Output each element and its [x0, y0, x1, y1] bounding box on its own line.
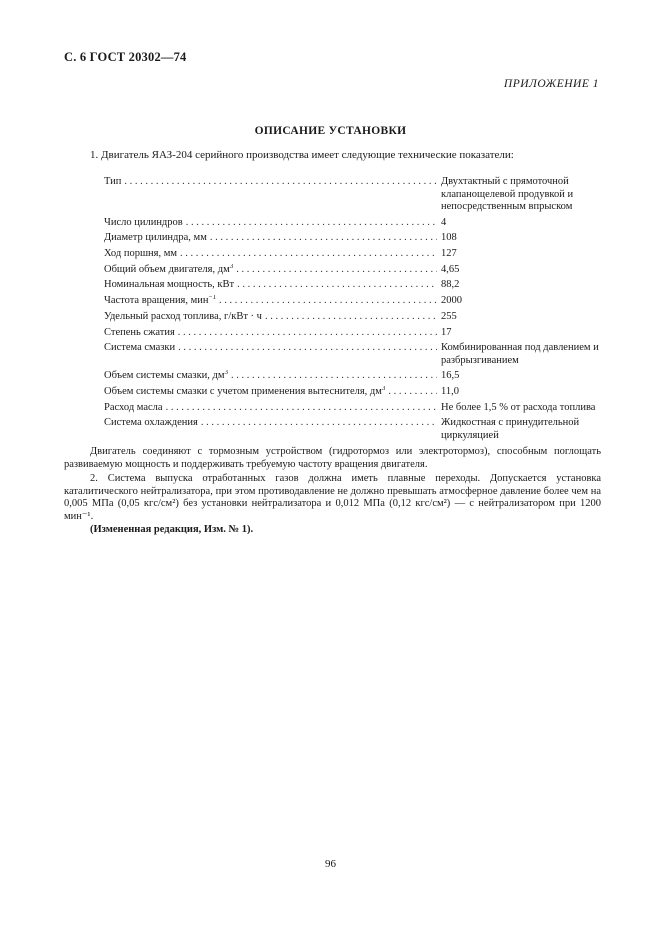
spec-value: 16,5 — [441, 370, 460, 382]
spec-label — [104, 176, 124, 189]
spec-label-text: Номинальная мощность, кВт — [104, 279, 235, 291]
spec-label-text: Расход масла — [104, 401, 163, 413]
leader-dots — [201, 417, 437, 430]
spec-label — [104, 342, 178, 355]
spec-row — [104, 232, 604, 245]
spec-label-text: Объем системы смазки, дм — [104, 370, 225, 382]
spec-label-wrap — [104, 264, 437, 277]
spec-row — [104, 342, 604, 367]
spec-label — [104, 295, 219, 308]
spec-label — [104, 402, 166, 415]
spec-label-text: Объем системы смазки с учетом применения вытеснителя, дм — [104, 386, 382, 398]
spec-label-superscript: 3 — [229, 263, 234, 270]
paragraph-exhaust — [64, 473, 601, 523]
spec-label-text: Удельный расход топлива, г/кВт · ч — [104, 310, 262, 322]
spec-row — [104, 417, 604, 442]
spec-label-wrap — [104, 417, 437, 442]
paragraph-brake-text: Двигатель соединяют с тормозным устройством (гидротормоз или электротормоз), способным поглощать развиваемую мощность и поддерживать требуемую частоту вращения двигателя. — [64, 446, 601, 470]
intro-paragraph: 1. Двигатель ЯАЗ-204 серийного производства имеет следующие технические показатели: — [90, 149, 514, 161]
spec-label — [104, 311, 265, 324]
spec-value: 2000 — [441, 295, 462, 307]
spec-value: 4,65 — [441, 263, 460, 275]
spec-label-text: Число цилиндров — [104, 216, 183, 228]
spec-label-wrap — [104, 327, 437, 340]
spec-row — [104, 248, 604, 261]
spec-label-wrap — [104, 386, 437, 399]
leader-dots — [180, 248, 437, 261]
leader-dots — [265, 311, 437, 324]
spec-label-text: Диаметр цилиндра, мм — [104, 232, 207, 244]
spec-label — [104, 370, 231, 383]
leader-dots — [178, 342, 437, 355]
paragraph-brake — [64, 446, 601, 471]
spec-row — [104, 386, 604, 399]
leader-dots — [186, 217, 437, 230]
spec-value: Двухтактный с прямоточной клапанощелевой продувкой и непосредственным впрыском — [441, 176, 574, 212]
spec-row — [104, 176, 604, 214]
spec-label-wrap — [104, 279, 437, 292]
spec-label-text: Система охлаждения — [104, 417, 198, 429]
spec-value: 4 — [441, 216, 447, 228]
spec-value: 11,0 — [441, 386, 459, 398]
page-header-standard: С. 6 ГОСТ 20302—74 — [64, 50, 187, 64]
spec-label — [104, 417, 201, 430]
spec-label — [104, 327, 178, 340]
spec-label-superscript: 3 — [381, 386, 386, 393]
spec-value: 108 — [441, 232, 457, 244]
spec-label-text: Ход поршня, мм — [104, 248, 178, 260]
spec-label-wrap — [104, 232, 437, 245]
spec-label-text: Тип — [104, 176, 122, 187]
spec-value: 255 — [441, 310, 457, 322]
spec-label — [104, 279, 237, 292]
spec-value: 17 — [441, 326, 452, 338]
spec-label-wrap — [104, 176, 437, 214]
page-number: 96 — [325, 858, 336, 870]
spec-label-text: Общий объем двигателя, дм — [104, 263, 230, 275]
spec-label-wrap — [104, 295, 437, 308]
spec-label-wrap — [104, 217, 437, 230]
leader-dots — [210, 232, 437, 245]
spec-value: 88,2 — [441, 279, 460, 291]
spec-row — [104, 279, 604, 292]
leader-dots — [166, 402, 437, 415]
spec-label-wrap — [104, 402, 437, 415]
spec-row — [104, 264, 604, 277]
leader-dots — [124, 176, 437, 189]
spec-label — [104, 217, 186, 230]
leader-dots — [219, 295, 437, 308]
spec-label-text: Система смазки — [104, 342, 176, 354]
spec-value: Не более 1,5 % от расхода топлива — [441, 401, 596, 413]
spec-label-wrap — [104, 248, 437, 261]
spec-row — [104, 327, 604, 340]
spec-label-text: Степень сжатия — [104, 326, 175, 338]
spec-row — [104, 217, 604, 230]
spec-row — [104, 402, 604, 415]
appendix-label: ПРИЛОЖЕНИЕ 1 — [503, 78, 599, 90]
spec-list — [104, 176, 604, 446]
spec-label-superscript: −1 — [208, 295, 216, 302]
spec-label-wrap — [104, 370, 437, 383]
leader-dots — [388, 386, 437, 399]
spec-row — [104, 370, 604, 383]
spec-label-wrap — [104, 342, 437, 367]
spec-label — [104, 248, 180, 261]
leader-dots — [236, 264, 437, 277]
leader-dots — [231, 370, 437, 383]
spec-label — [104, 232, 210, 245]
spec-row — [104, 295, 604, 308]
edit-note: (Измененная редакция, Изм. № 1). — [90, 524, 254, 535]
spec-label — [104, 264, 236, 277]
section-title: ОПИСАНИЕ УСТАНОВКИ — [254, 125, 407, 137]
paragraph-exhaust-text: 2. Система выпуска отработанных газов должна иметь плавные переходы. Допускается установка каталитического нейтрализатора, при этом противодавление не должно превышать атмосферное давление более чем на 0,005 МПа (0,05 кгс/см²) без установки нейтрализатора и 0,012 МПа (0,12 кгс/см²) — с нейтрализатором при 1200 мин⁻¹. — [64, 473, 601, 522]
spec-label — [104, 386, 388, 399]
spec-label-wrap — [104, 311, 437, 324]
spec-label-superscript: 3 — [224, 370, 229, 377]
leader-dots — [237, 279, 437, 292]
spec-value: Жидкостная с принудительной циркуляцией — [441, 417, 580, 441]
spec-label-text: Частота вращения, мин — [104, 295, 209, 307]
leader-dots — [178, 327, 437, 340]
spec-value: 127 — [441, 248, 457, 260]
spec-row — [104, 311, 604, 324]
spec-value: Комбинированная под давлением и разбрызгиванием — [441, 342, 599, 366]
